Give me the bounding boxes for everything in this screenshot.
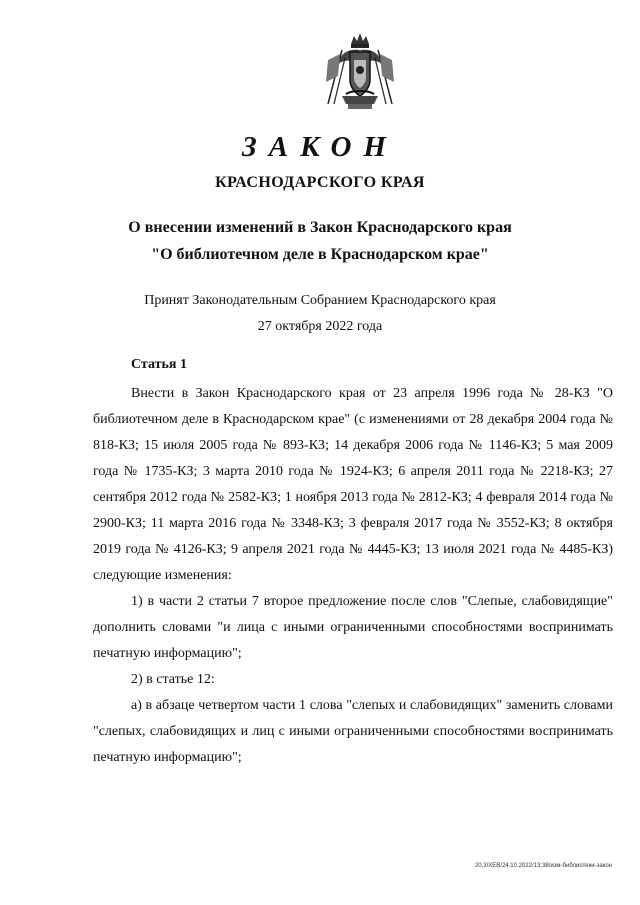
law-subject [0,214,640,268]
article-paragraph: а) в абзаце четвертом части 1 слова "слепых и слабовидящих" заменить словами "слепых, слабовидящих и лиц с иными ограниченными способностями воспринимать печатную информацию"; [93,698,613,765]
article-paragraph: 1) в части 2 статьи 7 второе предложение после слов "Слепые, слабовидящие" дополнить словами "и лица с иными ограниченными способностями воспринимать печатную информацию"; [93,594,613,661]
coat-of-arms-icon [318,30,402,114]
law-subject-line-1: О внесении изменений в Закон Краснодарского края [128,219,512,236]
law-subject-line-2: "О библиотечном деле в Краснодарском крае" [151,246,489,263]
article-body [93,381,613,771]
document-type-title: ЗАКОН [242,131,398,163]
adoption-date: 27 октября 2022 года [257,319,383,334]
region-title: КРАСНОДАРСКОГО КРАЯ [215,174,425,191]
adoption-body: Принят Законодательным Собранием Краснодарского края [144,293,496,308]
article-paragraph: 2) в статье 12: [131,672,215,687]
article-title: Статья 1 [131,357,187,372]
adoption-note [0,288,640,340]
document-footer-code: 20.3/ХЕВ/24.10.2022/13:38/изм-библиотеки-закон [474,863,612,869]
article-paragraph: Внести в Закон Краснодарского края от 23 апреля 1996 года № 28-КЗ "О библиотечном деле в Краснодарском крае" (с изменениями от 28 декабря 2004 года № 818-КЗ; 15 июля 2005 года № 893-КЗ; 14 декабря 2006 года № 1146-КЗ; 5 мая 2009 года № 1735-КЗ; 3 марта 2010 года № 1924-КЗ; 6 апреля 2011 года № 2218-КЗ; 27 сентября 2012 года № 2582-КЗ; 1 ноября 2013 года № 2812-КЗ; 4 февраля 2014 года № 2900-КЗ; 11 марта 2016 года № 3348-КЗ; 3 февраля 2017 года № 3552-КЗ; 8 октября 2019 года № 4126-КЗ; 9 апреля 2021 года № 4445-КЗ; 13 июля 2021 года № 4485-КЗ) следующие изменения: [93,386,613,583]
